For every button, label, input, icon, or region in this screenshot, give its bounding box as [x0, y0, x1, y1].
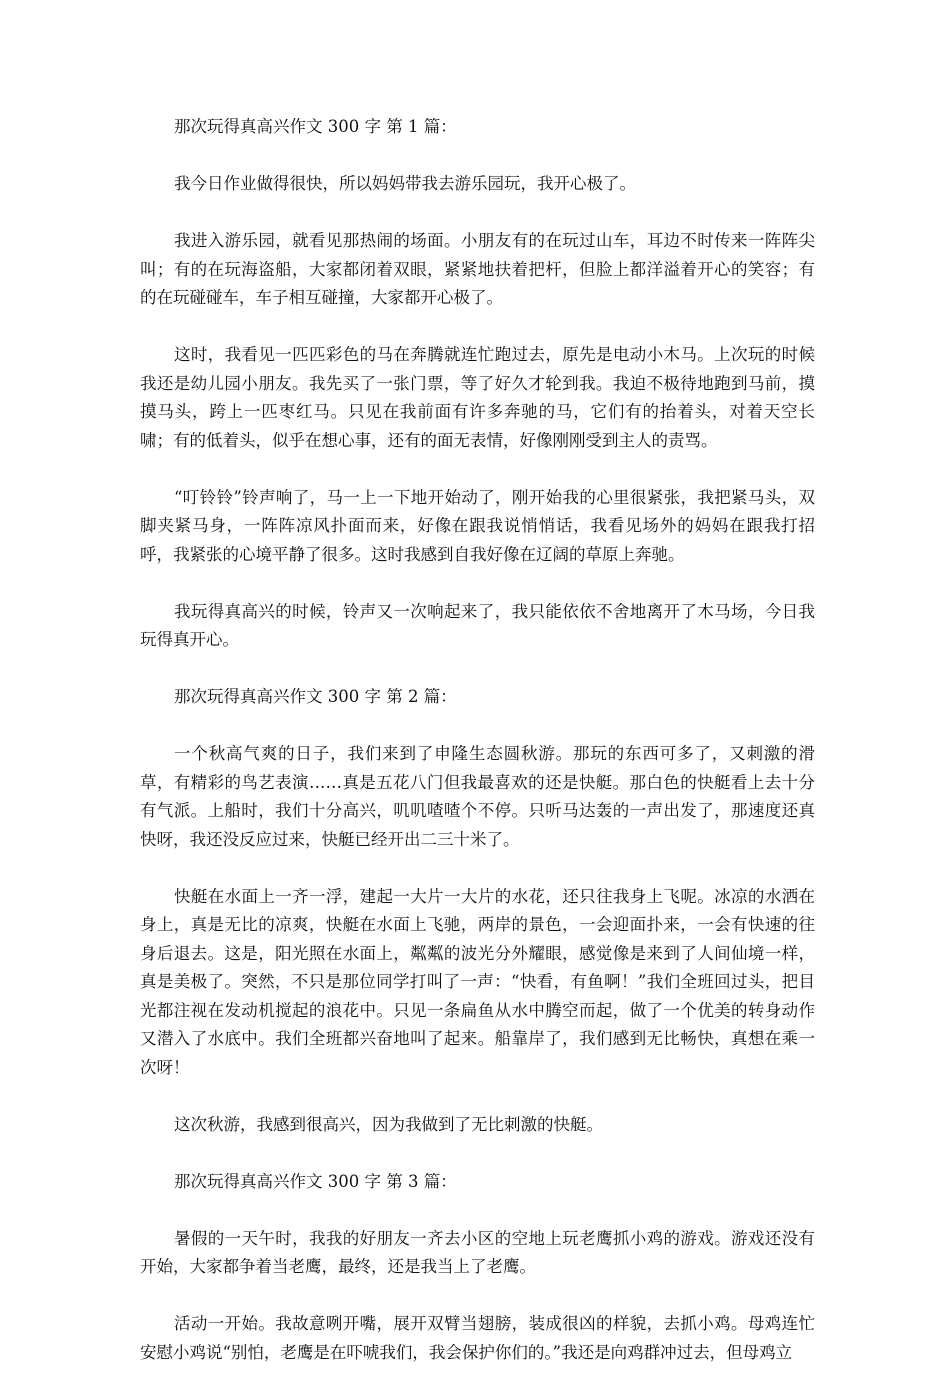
paragraph: 暑假的一天午时，我我的好朋友一齐去小区的空地上玩老鹰抓小鸡的游戏。游戏还没有开始，大家都争着当老鹰，最终，还是我当上了老鹰。 [140, 1228, 815, 1276]
essay-heading-3: 那次玩得真高兴作文 300 字 第 3 篇： [174, 1171, 457, 1191]
paragraph: 快艇在水面上一齐一浮，建起一大片一大片的水花，还只往我身上飞呢。冰凉的水洒在身上，真是无比的凉爽，快艇在水面上飞驰，两岸的景色，一会迎面扑来，一会有快速的往身后退去。这是，阳光照在水面上，粼粼的波光分外耀眼，感觉像是来到了人间仙境一样，真是美极了。突然，不只是那位同学打叫了一声：“快看，有鱼啊！”我们全班回过头，把目光都注视在发动机搅起的浪花中。只见一条扁鱼从水中腾空而起，做了一个优美的转身动作又潜入了水底中。我们全班都兴奋地叫了起来。船靠岸了，我们感到无比畅快，真想在乘一次呀！ [140, 886, 815, 1077]
document-body [140, 113, 815, 1396]
paragraph: 我玩得真高兴的时候，铃声又一次响起来了，我只能依依不舍地离开了木马场，今日我玩得真开心。 [140, 601, 815, 649]
paragraph: 我今日作业做得很快，所以妈妈带我去游乐园玩，我开心极了。 [174, 174, 636, 193]
paragraph: 我进入游乐园，就看见那热闹的场面。小朋友有的在玩过山车，耳边不时传来一阵阵尖叫；有的在玩海盗船，大家都闭着双眼，紧紧地扶着把杆，但脸上都洋溢着开心的笑容；有的在玩碰碰车，车子相互碰撞，大家都开心极了。 [140, 231, 815, 307]
paragraph: 一个秋高气爽的日子，我们来到了申隆生态圆秋游。那玩的东西可多了，又刺激的滑草，有精彩的鸟艺表演……真是五花八门但我最喜欢的还是快艇。那白色的快艇看上去十分有气派。上船时，我们十分高兴，叽叽喳喳个不停。只听马达轰的一声出发了，那速度还真快呀，我还没反应过来，快艇已经开出二三十米了。 [140, 744, 815, 849]
paragraph: “叮铃铃”铃声响了，马一上一下地开始动了，刚开始我的心里很紧张，我把紧马头，双脚夹紧马身，一阵阵凉风扑面而来，好像在跟我说悄悄话，我看见场外的妈妈在跟我打招呼，我紧张的心境平静了很多。这时我感到自我好像在辽阔的草原上奔驰。 [140, 487, 815, 564]
paragraph: 活动一开始。我故意咧开嘴，展开双臂当翅膀，装成很凶的样貌，去抓小鸡。母鸡连忙安慰小鸡说“别怕，老鹰是在吓唬我们，我会保护你们的。”我还是向鸡群冲过去，但母鸡立 [140, 1314, 815, 1362]
essay-heading-2: 那次玩得真高兴作文 300 字 第 2 篇： [174, 687, 457, 706]
essay-heading-1: 那次玩得真高兴作文 300 字 第 1 篇： [174, 117, 457, 136]
paragraph: 这时，我看见一匹匹彩色的马在奔腾就连忙跑过去，原先是电动小木马。上次玩的时候我还是幼儿园小朋友。我先买了一张门票，等了好久才轮到我。我迫不极待地跑到马前，摸摸马头，跨上一匹枣红马。只见在我前面有许多奔驰的马，它们有的抬着头，对着天空长啸；有的低着头，似乎在想心事，还有的面无表情，好像刚刚受到主人的责骂。 [140, 345, 815, 450]
paragraph: 这次秋游，我感到很高兴，因为我做到了无比刺激的快艇。 [174, 1114, 603, 1134]
